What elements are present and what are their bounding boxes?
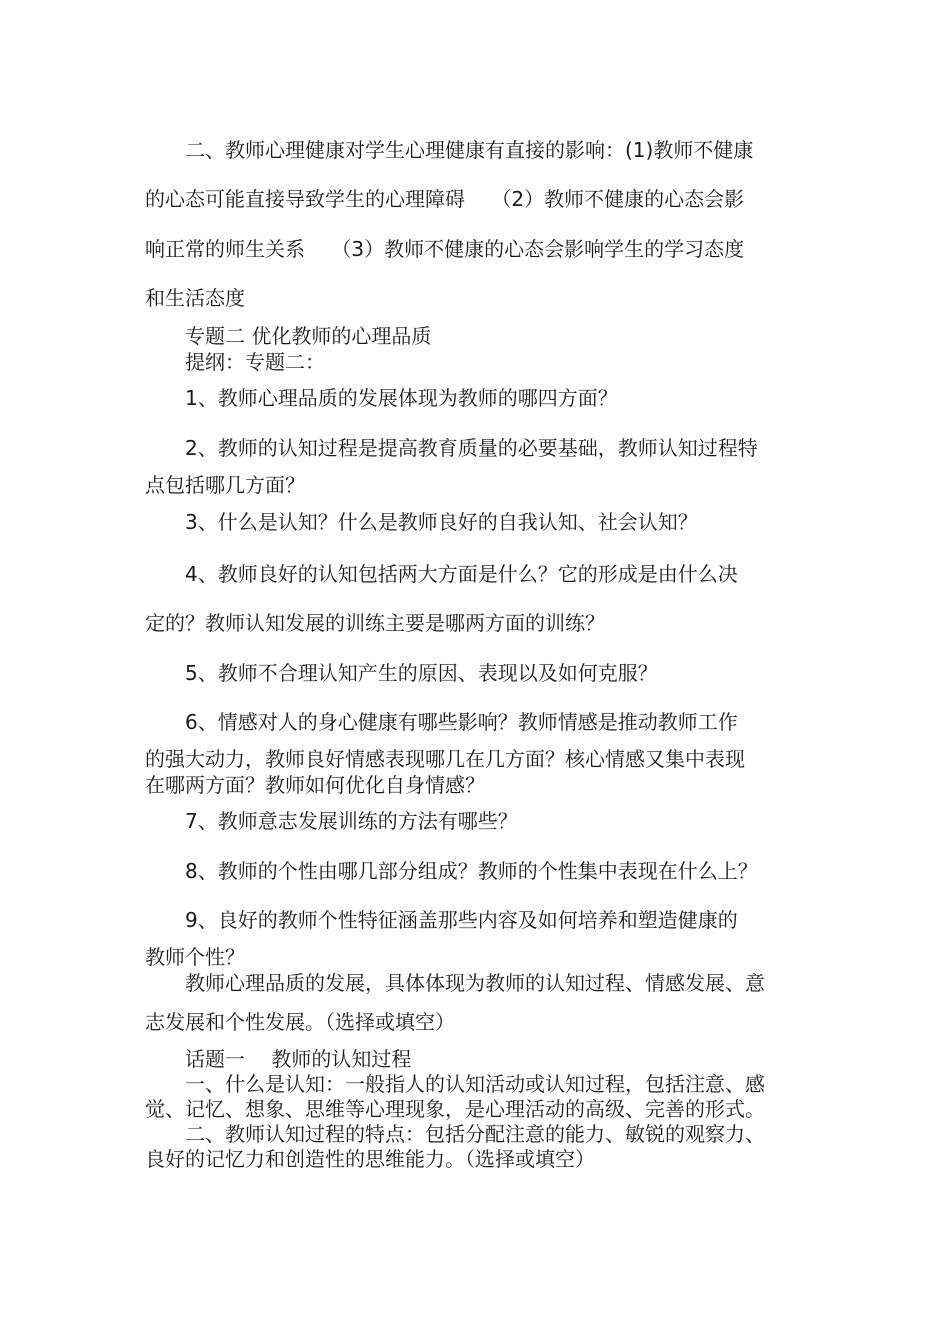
- question-3: 3、什么是认知？什么是教师良好的自我认知、社会认知？: [185, 510, 698, 534]
- question-7: 7、教师意志发展训练的方法有哪些？: [185, 809, 518, 833]
- features-line-1: 二、教师认知过程的特点：包括分配注意的能力、敏锐的观察力、: [185, 1122, 765, 1146]
- para-2-line-3: 响正常的师生关系 （3）教师不健康的心态会影响学生的学习态度: [145, 237, 745, 261]
- question-5: 5、教师不合理认知产生的原因、表现以及如何克服？: [185, 661, 658, 685]
- question-8: 8、教师的个性由哪几部分组成？教师的个性集中表现在什么上？: [185, 859, 758, 883]
- question-1: 1、教师心理品质的发展体现为教师的哪四方面？: [185, 386, 618, 410]
- definition-line-1: 一、什么是认知：一般指人的认知活动或认知过程，包括注意、感: [185, 1072, 765, 1096]
- summary-line-1: 教师心理品质的发展，具体体现为教师的认知过程、情感发展、意: [185, 971, 765, 995]
- question-4-line-1: 4、教师良好的认知包括两大方面是什么？它的形成是由什么决: [185, 562, 738, 586]
- para-2-line-1: 二、教师心理健康对学生心理健康有直接的影响：(1)教师不健康: [185, 138, 754, 162]
- question-2-line-2: 点包括哪几方面？: [145, 473, 305, 497]
- definition-line-2: 觉、记忆、想象、思维等心理现象，是心理活动的高级、完善的形式。: [145, 1097, 765, 1121]
- para-2-line-4: 和生活态度: [145, 286, 245, 310]
- topic-title: 专题二 优化教师的心理品质: [185, 324, 432, 348]
- outline-label: 提纲：专题二：: [185, 350, 325, 374]
- para-2-line-2: 的心态可能直接导致学生的心理障碍 （2）教师不健康的心态会影: [145, 187, 745, 211]
- question-6-line-3: 在哪两方面？教师如何优化自身情感？: [145, 773, 485, 797]
- question-9-line-1: 9、良好的教师个性特征涵盖那些内容及如何培养和塑造健康的: [185, 908, 738, 932]
- question-6-line-2: 的强大动力，教师良好情感表现哪几在几方面？核心情感又集中表现: [145, 747, 745, 771]
- question-2-line-1: 2、教师的认知过程是提高教育质量的必要基础，教师认知过程特: [185, 436, 758, 460]
- summary-line-2: 志发展和个性发展。（选择或填空）: [145, 1010, 455, 1034]
- subtopic-title: 话题一 教师的认知过程: [185, 1047, 412, 1071]
- features-line-2: 良好的记忆力和创造性的思维能力。（选择或填空）: [145, 1147, 595, 1171]
- question-9-line-2: 教师个性？: [145, 945, 245, 969]
- question-6-line-1: 6、情感对人的身心健康有哪些影响？教师情感是推动教师工作: [185, 710, 738, 734]
- question-4-line-2: 定的？教师认知发展的训练主要是哪两方面的训练？: [145, 611, 605, 635]
